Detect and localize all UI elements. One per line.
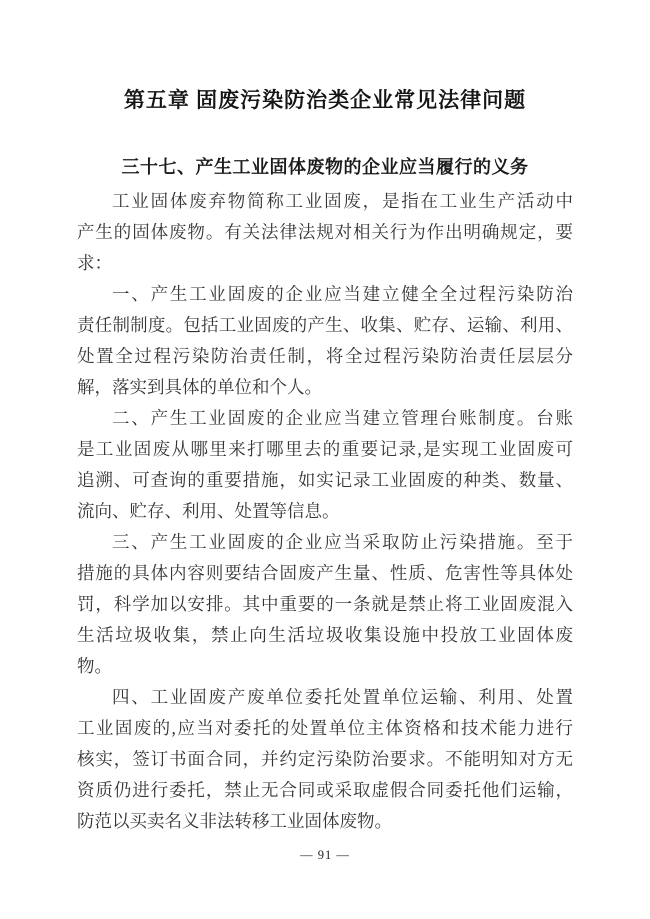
- page-number: — 91 —: [300, 848, 350, 862]
- body-text: [77, 186, 573, 837]
- body-line: 资质仍进行委托，禁止无合同或采取虚假合同委托他们运输，: [77, 780, 573, 800]
- body-line: 物。: [77, 656, 112, 676]
- paragraph-item-2: [77, 403, 573, 527]
- body-line: 四、工业固废产废单位委托处置单位运输、利用、处置: [112, 687, 573, 707]
- paragraph-item-4: [77, 682, 573, 837]
- body-line: 产生的固体废物。有关法律法规对相关行为作出明确规定，要: [77, 222, 573, 242]
- body-line: 工业固体废弃物简称工业固废，是指在工业生产活动中: [112, 191, 573, 211]
- body-line: 解，落实到具体的单位和个人。: [77, 377, 322, 397]
- body-line: 生活垃圾收集，禁止向生活垃圾收集设施中投放工业固体废: [77, 625, 573, 645]
- body-line: 罚，科学加以安排。其中重要的一条就是禁止将工业固废混入: [77, 594, 573, 614]
- chapter-title: 第五章 固废污染防治类企业常见法律问题: [123, 88, 527, 112]
- body-line: 流向、贮存、利用、处置等信息。: [77, 501, 340, 521]
- paragraph-intro: [77, 186, 573, 279]
- section-heading: 三十七、产生工业固体废物的企业应当履行的义务: [121, 157, 529, 177]
- body-line: 工业固废的,应当对委托的处置单位主体资格和技术能力进行: [77, 718, 573, 738]
- body-line: 防范以买卖名义非法转移工业固体废物。: [77, 811, 392, 831]
- body-line: 追溯、可查询的重要措施，如实记录工业固废的种类、数量、: [77, 470, 573, 490]
- body-line: 三、产生工业固废的企业应当采取防止污染措施。至于: [112, 532, 573, 552]
- body-line: 二、产生工业固废的企业应当建立管理台账制度。台账: [112, 408, 573, 428]
- body-line: 核实，签订书面合同，并约定污染防治要求。不能明知对方无: [77, 749, 573, 769]
- body-line: 求：: [77, 253, 112, 273]
- body-line: 责任制制度。包括工业固废的产生、收集、贮存、运输、利用、: [77, 315, 573, 335]
- body-line: 措施的具体内容则要结合固废产生量、性质、危害性等具体处: [77, 563, 573, 583]
- paragraph-item-3: [77, 527, 573, 682]
- body-line: 一、产生工业固废的企业应当建立健全全过程污染防治: [112, 284, 573, 304]
- body-line: 是工业固废从哪里来打哪里去的重要记录,是实现工业固废可: [77, 439, 573, 459]
- body-line: 处置全过程污染防治责任制，将全过程污染防治责任层层分: [77, 346, 573, 366]
- paragraph-item-1: [77, 279, 573, 403]
